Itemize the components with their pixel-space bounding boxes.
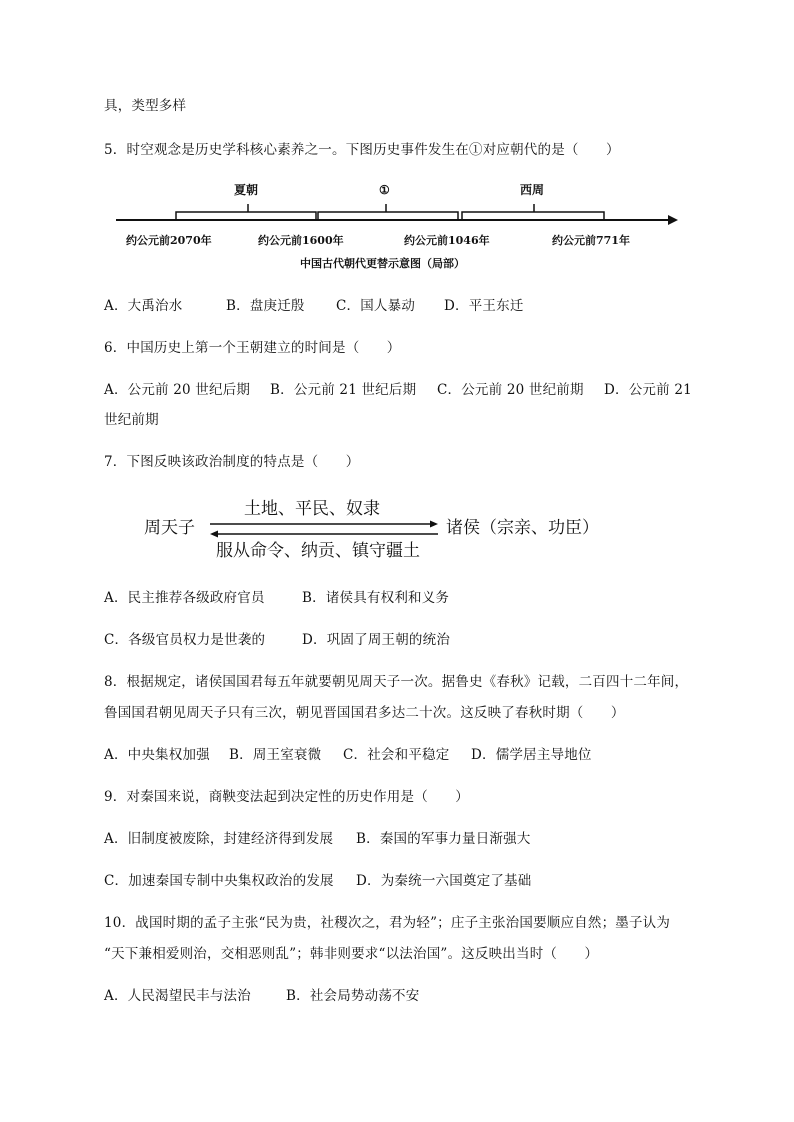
zhou-enfeoffment-diagram: [140, 496, 610, 568]
q6-option-a[interactable]: A．公元前 20 世纪后期: [104, 382, 251, 398]
q6-option-b[interactable]: B．公元前 21 世纪后期: [270, 382, 417, 398]
date-1046: 约公元前1046年: [404, 234, 490, 247]
q7-options-row1: [104, 588, 449, 608]
q6-option-d[interactable]: D．公元前 21: [604, 382, 692, 398]
timeline-caption: 中国古代朝代更替示意图（局部）: [300, 257, 465, 270]
q7-option-a[interactable]: A．民主推荐各级政府官员: [104, 590, 265, 606]
date-1600: 约公元前1600年: [258, 234, 344, 247]
q5-option-b[interactable]: B．盘庚迁殷: [226, 298, 305, 314]
label-circle-1: ①: [379, 183, 390, 197]
q5-option-d[interactable]: D．平王东迁: [444, 298, 524, 314]
label-western-zhou: 西周: [520, 183, 545, 197]
q6-option-c[interactable]: C．公元前 20 世纪前期: [437, 382, 584, 398]
date-2070: 约公元前2070年: [126, 234, 212, 247]
q7-option-d[interactable]: D．巩固了周王朝的统治: [302, 632, 451, 648]
q6-options: [104, 380, 692, 400]
q10-stem-line1: 10．战国时期的孟子主张“民为贵，社稷次之，君为轻”；庄子主张治国要顺应自然；墨子认为: [104, 915, 671, 931]
brace-circle-1: [318, 204, 458, 220]
q10-option-a[interactable]: A．人民渴望民丰与法治: [104, 988, 251, 1004]
q10-option-b[interactable]: B．社会局势动荡不安: [286, 988, 420, 1004]
date-771: 约公元前771年: [552, 234, 630, 247]
q8-option-c[interactable]: C．社会和平稳定: [343, 747, 450, 763]
q9-stem: 9．对秦国来说，商鞅变法起到决定性的历史作用是（ ）: [104, 789, 469, 805]
top-fragment: 具，类型多样: [104, 98, 187, 114]
q5-options: [104, 296, 524, 316]
q8-options: [104, 745, 592, 765]
q9-options-row2: [104, 871, 531, 891]
brace-xia: [176, 204, 316, 220]
q8-option-a[interactable]: A．中央集权加强: [104, 747, 210, 763]
q9-option-d[interactable]: D．为秦统一六国奠定了基础: [356, 873, 532, 889]
q7-option-b[interactable]: B．诸侯具有权利和义务: [302, 590, 450, 606]
q7-option-c[interactable]: C．各级官员权力是世袭的: [104, 632, 266, 648]
q6-option-d-continued: 世纪前期: [104, 412, 159, 428]
q9-options-row1: [104, 829, 531, 849]
q8-option-b[interactable]: B．周王室衰微: [229, 747, 322, 763]
q9-option-a[interactable]: A．旧制度被废除，封建经济得到发展: [104, 831, 334, 847]
q8-stem-line2: 鲁国国君朝见周天子只有三次，朝见晋国国君多达二十次。这反映了春秋时期（ ）: [104, 705, 625, 721]
arrow-right-head: [430, 521, 438, 528]
q5-option-a[interactable]: A．大禹治水: [104, 298, 183, 314]
q9-option-c[interactable]: C．加速秦国专制中央集权政治的发展: [104, 873, 334, 889]
q8-stem-line1: 8．根据规定，诸侯国国君每五年就要朝见周天子一次。据鲁史《春秋》记载，二百四十二年间，: [104, 674, 689, 690]
q8-option-d[interactable]: D．儒学居主导地位: [471, 747, 592, 763]
q7-stem: 7．下图反映该政治制度的特点是（ ）: [104, 454, 360, 470]
q7-options-row2: [104, 630, 450, 650]
diagram-top-text: 土地、平民、奴隶: [244, 499, 380, 519]
diagram-left-zhou-tianzi: 周天子: [144, 518, 195, 538]
q10-stem-line2: “天下兼相爱则治，交相恶则乱”；韩非则要求“以法治国”。这反映出当时（ ）: [104, 946, 599, 962]
q6-stem: 6．中国历史上第一个王朝建立的时间是（ ）: [104, 340, 401, 356]
arrow-left-head: [210, 531, 218, 538]
diagram-bottom-text: 服从命令、纳贡、镇守疆土: [216, 541, 420, 561]
q5-stem: 5．时空观念是历史学科核心素养之一。下图历史事件发生在①对应朝代的是（ ）: [104, 142, 620, 158]
dynasty-timeline-diagram: [112, 176, 682, 276]
label-xia: 夏朝: [234, 183, 259, 197]
diagram-right-zhuhou: 诸侯（宗亲、功臣）: [446, 518, 599, 538]
q9-option-b[interactable]: B．秦国的军事力量日渐强大: [356, 831, 531, 847]
q5-option-c[interactable]: C．国人暴动: [336, 298, 416, 314]
q10-options: [104, 986, 419, 1006]
brace-western-zhou: [462, 204, 604, 220]
timeline-arrowhead: [668, 215, 678, 225]
